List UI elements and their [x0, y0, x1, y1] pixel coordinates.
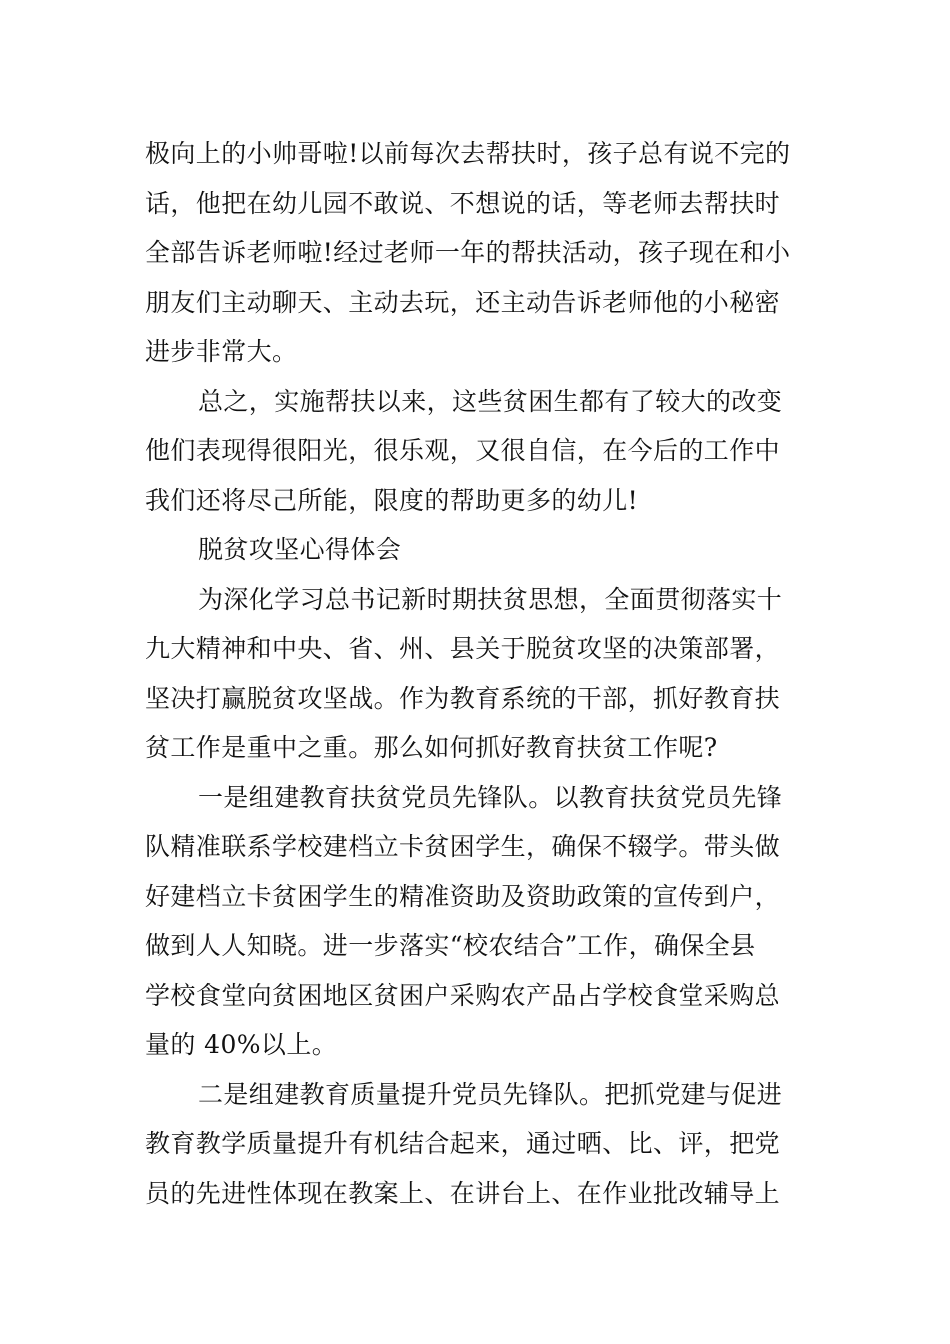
text-line: 九大精神和中央、省、州、县关于脱贫攻坚的决策部署， — [145, 634, 781, 663]
section-heading: 脱贫攻坚心得体会 — [198, 535, 402, 564]
paragraph-start-line: 总之，实施帮扶以来，这些贫困生都有了较大的改变 — [198, 386, 783, 416]
text-line: 教育教学质量提升有机结合起来，通过晒、比、评，把党 — [145, 1129, 781, 1158]
paragraph-start-line: 二是组建教育质量提升党员先锋队。把抓党建与促进 — [198, 1079, 783, 1109]
text-line: 朋友们主动聊天、主动去玩，还主动告诉老师他的小秘密 — [145, 287, 781, 317]
paragraph-start-line: 为深化学习总书记新时期扶贫思想，全面贯彻落实十 — [198, 584, 783, 614]
text-line: 极向上的小帅哥啦!以前每次去帮扶时，孩子总有说不完的 — [145, 139, 791, 168]
text-line: 好建档立卡贫困学生的精准资助及资助政策的宣传到户， — [145, 881, 781, 911]
document-body — [145, 129, 815, 1218]
text-line: 全部告诉老师啦!经过老师一年的帮扶活动，孩子现在和小 — [145, 238, 791, 267]
text-line: 进步非常大。 — [145, 337, 298, 366]
text-line: 量的 40%以上。 — [145, 1030, 338, 1059]
text-line: 学校食堂向贫困地区贫困户采购农产品占学校食堂采购总 — [145, 980, 781, 1010]
paragraph-start-line: 一是组建教育扶贫党员先锋队。以教育扶贫党员先锋 — [198, 782, 783, 812]
text-line: 他们表现得很阳光，很乐观，又很自信，在今后的工作中 — [145, 436, 781, 465]
text-line: 话，他把在幼儿园不敢说、不想说的话，等老师去帮扶时 — [145, 188, 781, 218]
text-line: 坚决打赢脱贫攻坚战。作为教育系统的干部，抓好教育扶 — [145, 683, 781, 713]
text-line: 我们还将尽己所能，限度的帮助更多的幼儿! — [145, 485, 639, 515]
text-line: 队精准联系学校建档立卡贫困学生，确保不辍学。带头做 — [145, 832, 781, 861]
text-line: 贫工作是重中之重。那么如何抓好教育扶贫工作呢? — [145, 733, 718, 762]
text-line: 做到人人知晓。进一步落实“校农结合”工作，确保全县 — [145, 931, 756, 960]
text-line: 员的先进性体现在教案上、在讲台上、在作业批改辅导上 — [145, 1178, 781, 1208]
